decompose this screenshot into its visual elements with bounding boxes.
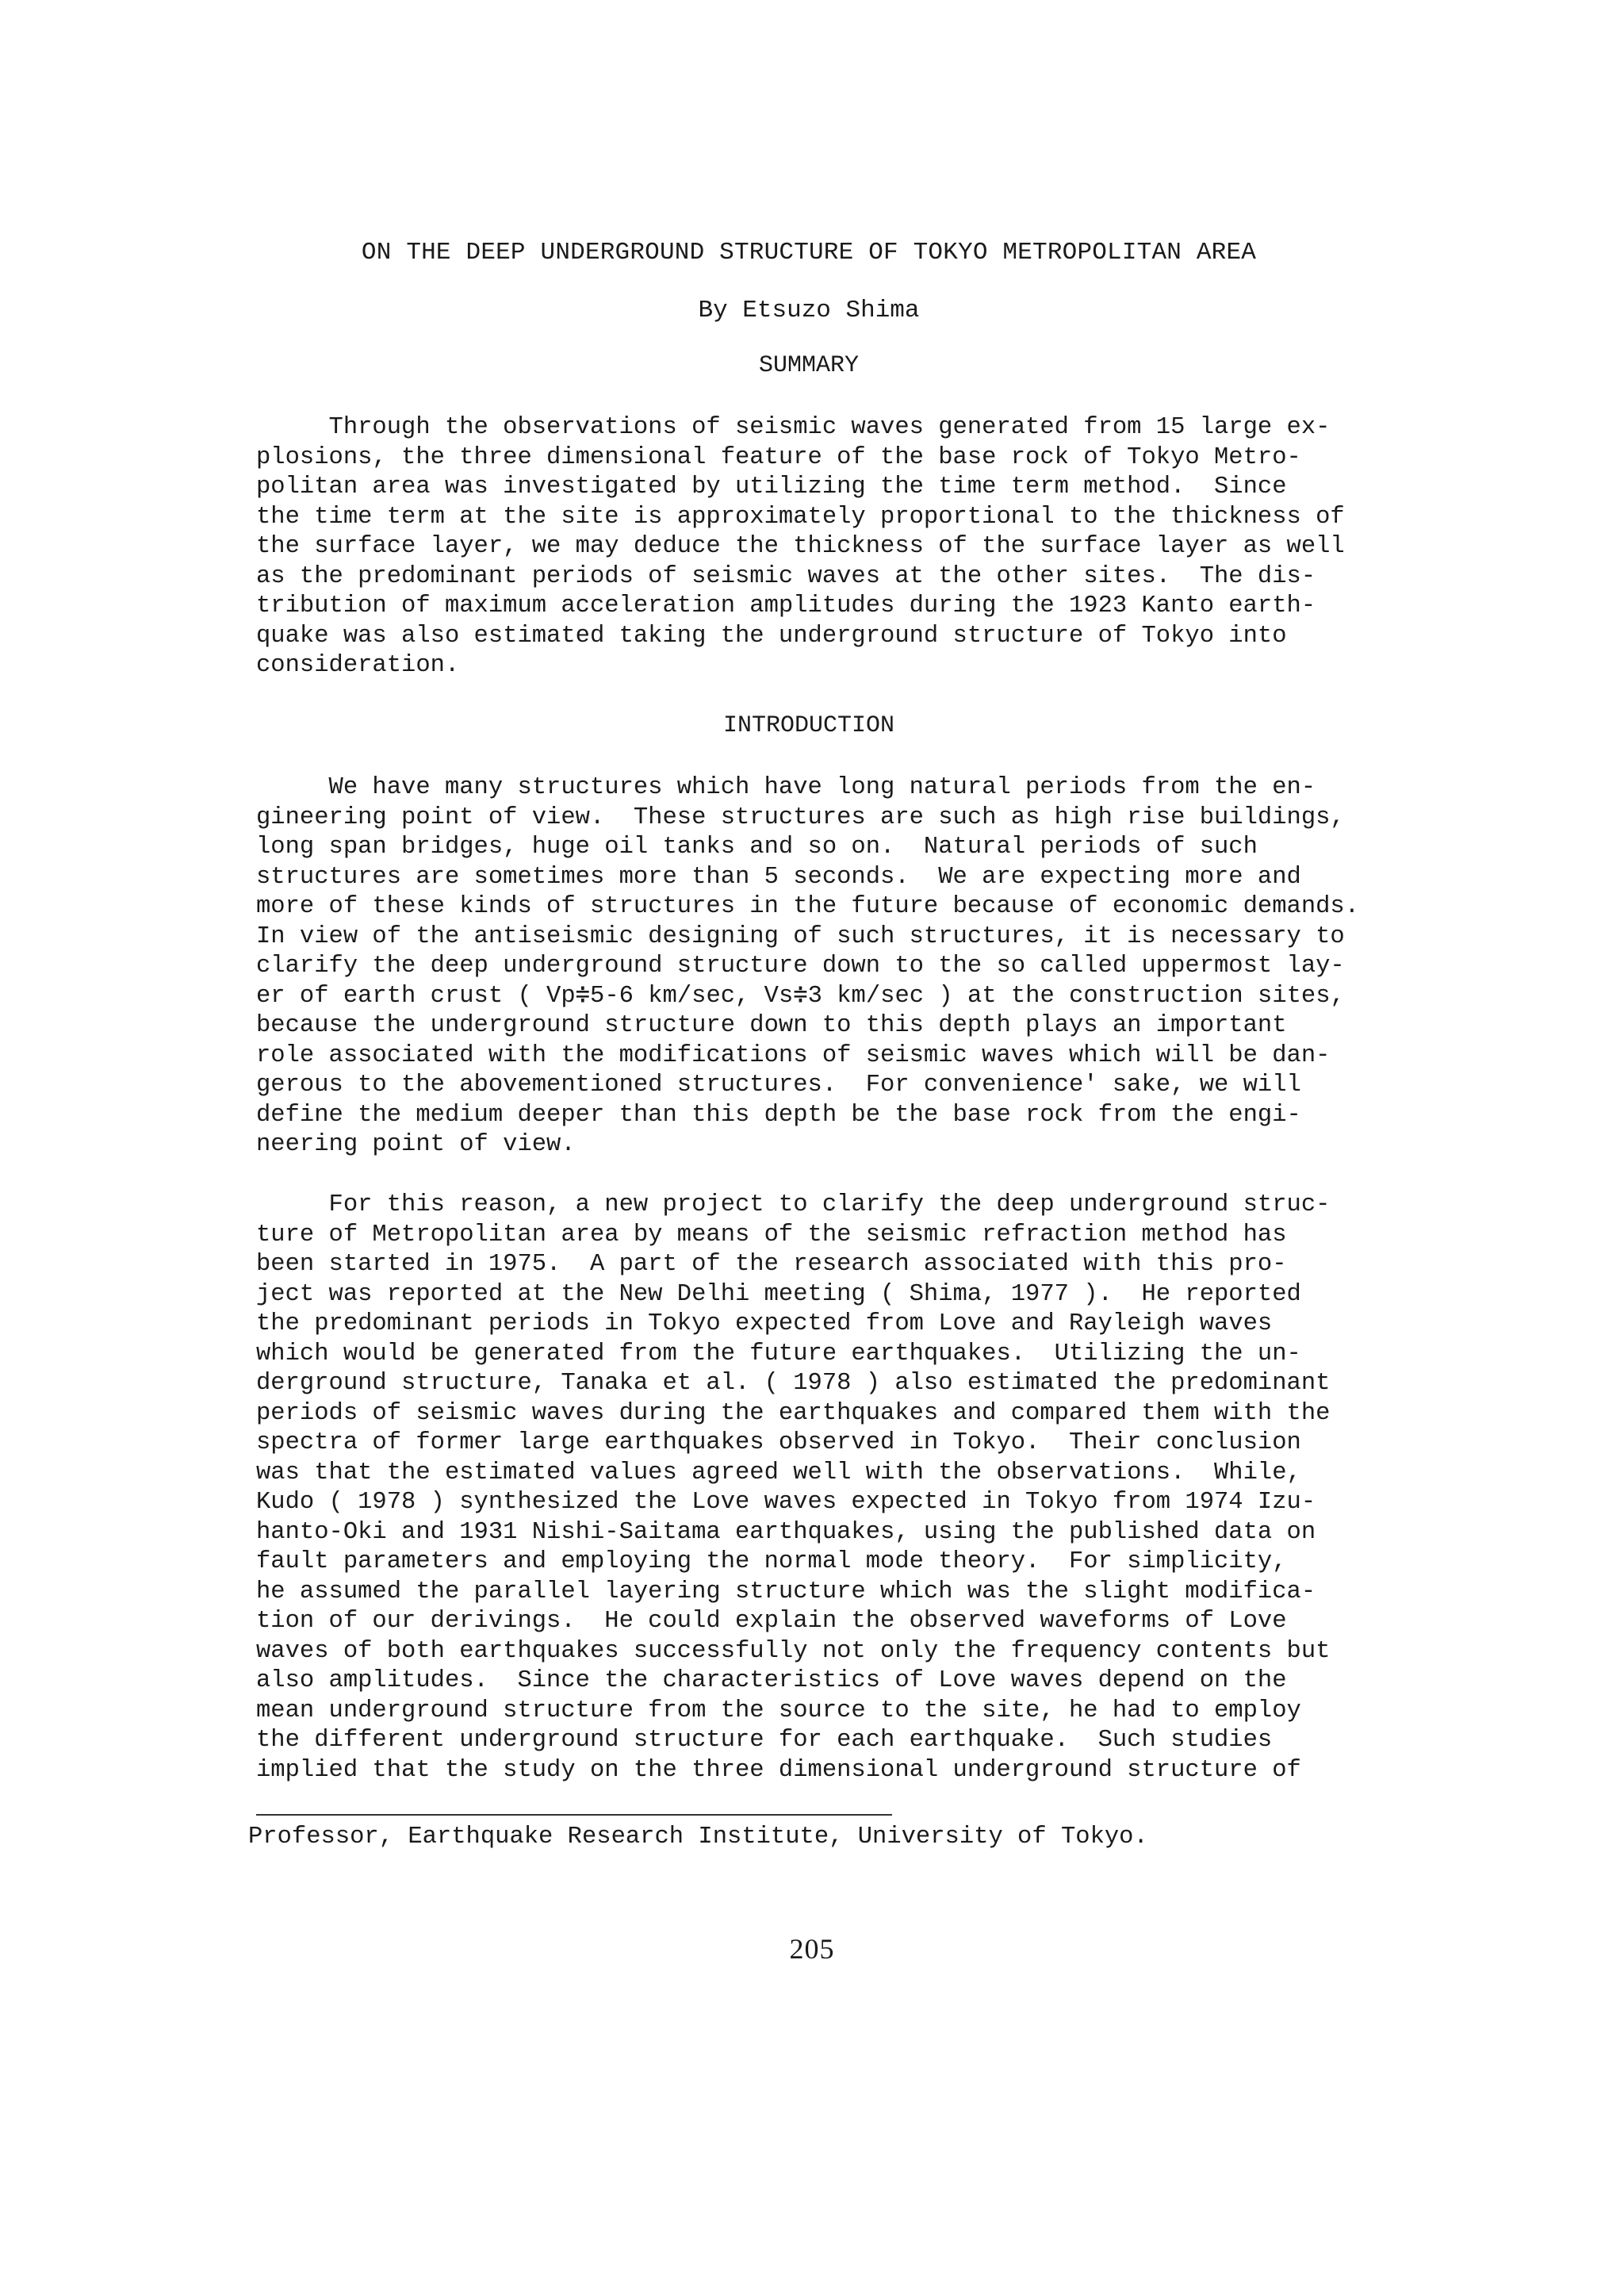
author-line: By Etsuzo Shima [698, 297, 920, 324]
summary-heading: SUMMARY [758, 352, 860, 379]
introduction-heading: INTRODUCTION [722, 712, 895, 739]
introduction-paragraph-2: For this reason, a new project to clarify the deep underground struc- ture of Metropolitan area by means of the seismic refraction method has been started in 1975. A part of the research associated with this pro- ject was reported at the New Delhi meeting ( Shima, 1977 ). He reported the predominant periods in Tokyo expected from Love and Rayleigh waves which would be generated from the future earthquakes. Utilizing the un- derground structure, Tanaka et al. ( 1978 ) also estimated the predominant periods of seismic waves during the earthquakes and compared them with the spectra of former large earthquakes observed in Tokyo. Their conclusion was that the estimated values agreed well with the observations. While, Kudo ( 1978 ) synthesized the Love waves expected in Tokyo from 1974 Izu- hanto-Oki and 1931 Nishi-Saitama earthquakes, using the published data on fault parameters and employing the normal mode theory. For simplicity, he assumed the parallel layering structure which was the slight modifica- tion of our derivings. He could explain the observed waveforms of Love waves of both earthquakes successfully not only the frequency contents but also amplitudes. Since the characteristics of Love waves depend on the mean underground structure from the source to the site, he had to employ the different underground structure for each earthquake. Such studies implied that the study on the three dimensional underground structure of [256, 1191, 1331, 1784]
introduction-paragraph-1: We have many structures which have long natural periods from the en- gineering point of view. These structures are such as high rise buildings, long span bridges, huge oil tanks and so on. Natural periods of such structures are sometimes more than 5 seconds. We are expecting more and more of these kinds of structures in the future because of economic demands. In view of the antiseismic designing of such structures, it is necessary to clarify the deep underground structure down to the so called uppermost lay- er of earth crust ( Vp≑5-6 km/sec, Vs≑3 km/sec ) at the construction sites, because the underground structure down to this depth plays an important role associated with the modifications of seismic waves which will be dan- gerous to the abovementioned structures. For convenience' sake, we will define the medium deeper than this depth be the base rock from the engi- neering point of view. [256, 774, 1360, 1158]
paper-title: ON THE DEEP UNDERGROUND STRUCTURE OF TOKYO METROPOLITAN AREA [361, 239, 1257, 267]
summary-paragraph: Through the observations of seismic waves generated from 15 large ex- plosions, the three dimensional feature of the base rock of Tokyo Metro- politan area was investigated by utilizing the time term method. Since the time term at the site is approximately proportional to the thickness of the surface layer, we may deduce the thickness of the surface layer as well as the predominant periods of seismic waves at the other sites. The dis- tribution of maximum acceleration amplitudes during the 1923 Kanto earth- quake was also estimated taking the underground structure of Tokyo into consideration. [256, 414, 1345, 679]
page-number: 205 [789, 1933, 835, 1965]
author-affiliation-footnote: Professor, Earthquake Research Institute, University of Tokyo. [248, 1824, 1148, 1851]
footnote-divider [256, 1814, 892, 1816]
